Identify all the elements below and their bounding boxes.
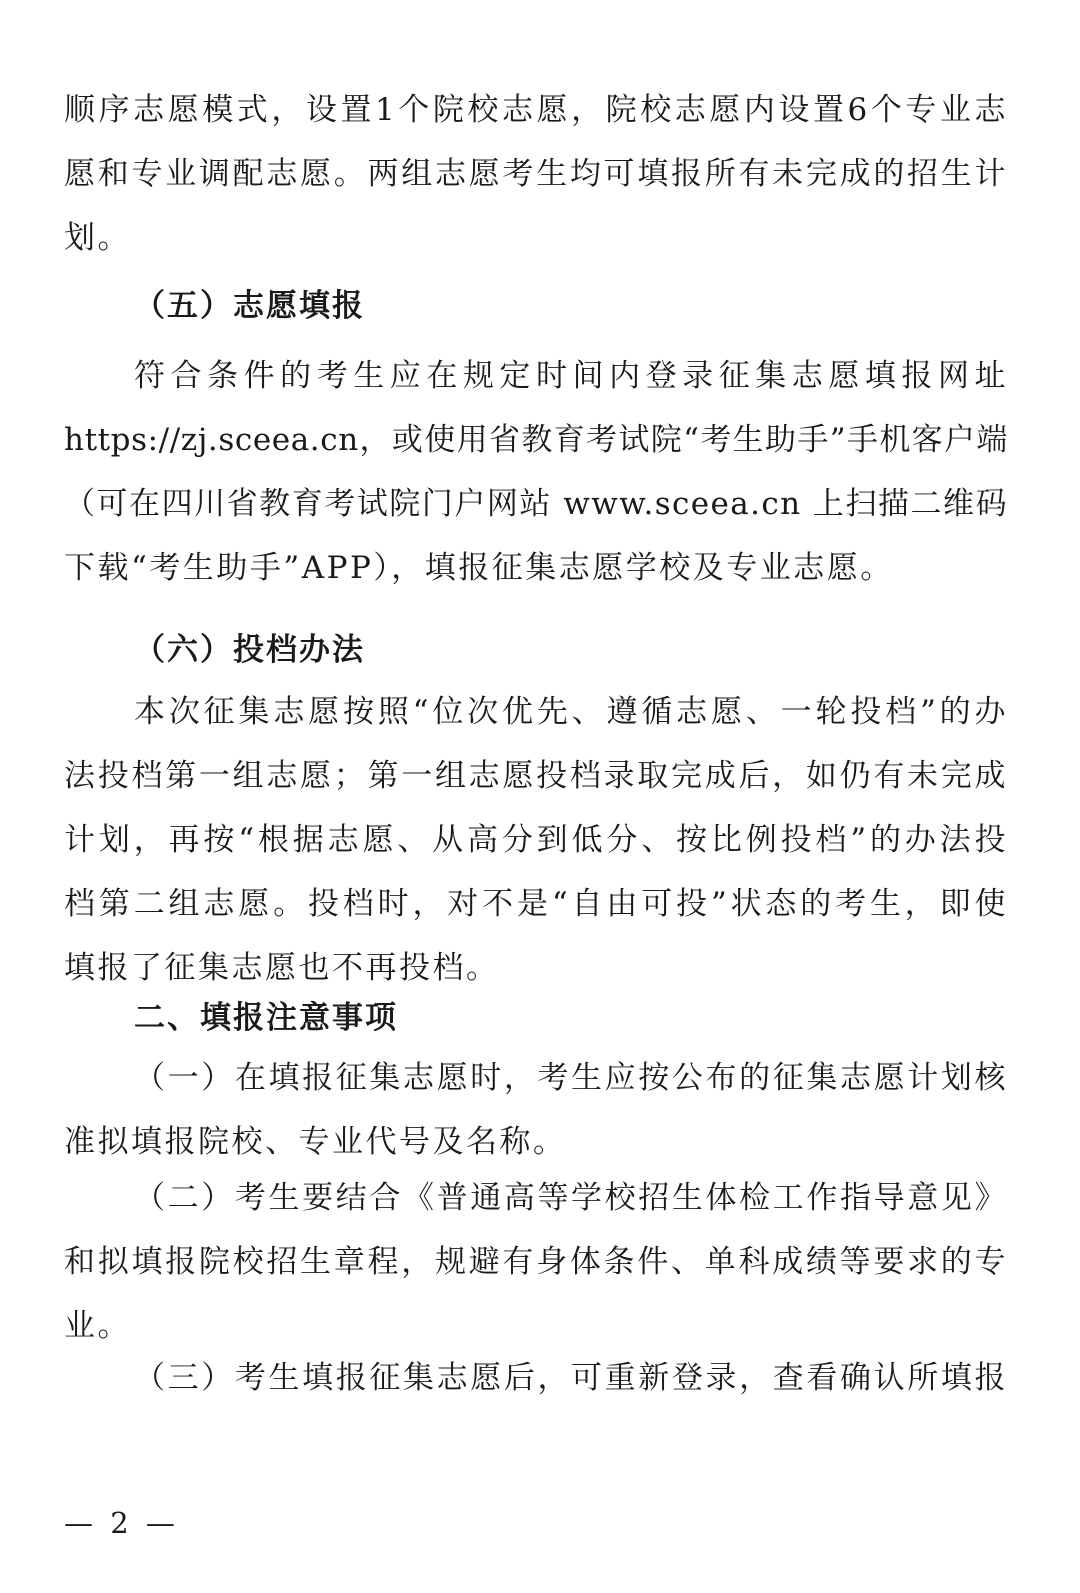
subheading-section-five: （五）志愿填报 <box>134 288 365 324</box>
text-line: 顺序志愿模式，设置1个院校志愿，院校志愿内设置6个专业志 <box>64 92 1008 128</box>
text-line: 档第二组志愿。投档时，对不是“自由可投”状态的考生，即使 <box>64 886 1008 922</box>
paragraph-item-two <box>64 1166 1008 1358</box>
paragraph-section-five <box>64 344 1008 600</box>
text-line: 填报了征集志愿也不再投档。 <box>64 950 500 986</box>
text-line: 本次征集志愿按照“位次优先、遵循志愿、一轮投档”的办 <box>134 694 1008 730</box>
paragraph-section-four-tail <box>64 78 1008 270</box>
text-line: （二）考生要结合《普通高等学校招生体检工作指导意见》 <box>134 1180 1008 1216</box>
text-line: （三）考生填报征集志愿后，可重新登录，查看确认所填报 <box>134 1360 1008 1396</box>
paragraph-item-three <box>64 1346 1008 1410</box>
page-number: — 2 — <box>64 1506 179 1540</box>
text-line: （一）在填报征集志愿时，考生应按公布的征集志愿计划核 <box>134 1060 1008 1096</box>
text-line: 准拟填报院校、专业代号及名称。 <box>64 1124 567 1160</box>
text-line: 愿和专业调配志愿。两组志愿考生均可填报所有未完成的招生计 <box>64 156 1008 192</box>
subheading-section-six: （六）投档办法 <box>134 632 365 668</box>
text-line: 划。 <box>64 220 131 256</box>
text-line: 和拟填报院校招生章程，规避有身体条件、单科成绩等要求的专 <box>64 1244 1008 1280</box>
text-line: 下载“考生助手”APP），填报征集志愿学校及专业志愿。 <box>64 550 894 586</box>
text-line: 业。 <box>64 1308 131 1344</box>
paragraph-item-one <box>64 1046 1008 1174</box>
text-line: https://zj.sceea.cn，或使用省教育考试院“考生助手”手机客户端 <box>64 422 1008 458</box>
text-line: 符合条件的考生应在规定时间内登录征集志愿填报网址 <box>134 358 1008 394</box>
paragraph-section-six <box>64 680 1008 1000</box>
text-line: 法投档第一组志愿；第一组志愿投档录取完成后，如仍有未完成 <box>64 758 1008 794</box>
text-line: 计划，再按“根据志愿、从高分到低分、按比例投档”的办法投 <box>64 822 1008 858</box>
text-line: （可在四川省教育考试院门户网站 www.sceea.cn 上扫描二维码 <box>64 486 1008 522</box>
section-heading-part-two: 二、填报注意事项 <box>134 1000 398 1036</box>
